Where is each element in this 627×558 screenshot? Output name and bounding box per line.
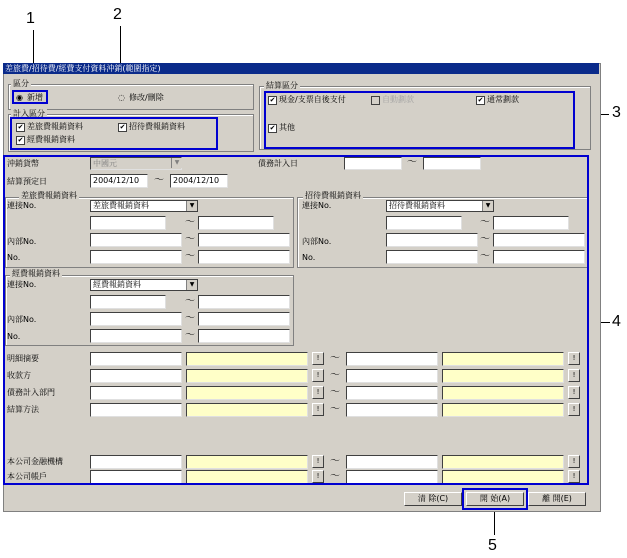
- settle-date-tilde: ～: [154, 175, 164, 186]
- other-checkbox[interactable]: ✔: [269, 124, 276, 132]
- radio-new-icon[interactable]: ◉: [16, 93, 23, 102]
- expense-link-select-value: 經費報銷資料: [93, 280, 141, 289]
- highlight-1: [12, 90, 48, 104]
- entertain-link-select-value: 招待費報銷資料: [389, 201, 445, 210]
- travel-no-label: No.: [7, 253, 21, 262]
- expense-checkbox[interactable]: ✔: [17, 136, 24, 144]
- expense-internal-tilde: ～: [185, 313, 195, 324]
- bottom-row-1-to-lookup-button[interactable]: !: [568, 470, 580, 483]
- range-row-3-from-lookup-button[interactable]: !: [312, 403, 324, 416]
- entertain-internal-tilde: ～: [480, 234, 490, 245]
- close-button[interactable]: [528, 492, 586, 506]
- expense-link-label: 連接No.: [7, 280, 37, 289]
- range-row-0-label: 明細摘要: [7, 354, 39, 363]
- expense-internal-label: 內部No.: [7, 315, 37, 324]
- travel-checkbox-label[interactable]: 差旅費報銷資料: [27, 122, 83, 131]
- entertain-checkbox[interactable]: ✔: [119, 123, 126, 131]
- travel-group-title: 差旅費報銷資料: [21, 191, 77, 200]
- currency-label: 沖銷貨幣: [7, 159, 39, 168]
- cash-checkbox-label[interactable]: 現金/支票自後支付: [279, 95, 346, 104]
- clear-button[interactable]: [404, 492, 462, 506]
- radio-edit-label[interactable]: 修改/刪除: [129, 93, 164, 102]
- bottom-row-0-tilde: ～: [330, 456, 340, 467]
- bottom-row-1-label: 本公司帳戶: [7, 472, 47, 481]
- range-row-1-label: 收款方: [7, 371, 31, 380]
- entertain-internal-label: 內部No.: [302, 237, 332, 246]
- settle-date-to-input[interactable]: 2004/12/10: [170, 174, 228, 188]
- highlight-2: [10, 117, 218, 150]
- range-row-2-to-lookup-button[interactable]: !: [568, 386, 580, 399]
- normal-checkbox[interactable]: ✔: [477, 96, 484, 104]
- settle-date-label: 結算預定日: [7, 177, 47, 186]
- close-button-label: 離 開(E): [542, 494, 572, 503]
- expense-group-title: 經費報銷資料: [12, 269, 60, 278]
- range-row-2-tilde: ～: [330, 387, 340, 398]
- expense-no-label: No.: [7, 332, 21, 341]
- bottom-row-0-to-lookup-button[interactable]: !: [568, 455, 580, 468]
- callout-2: 2: [113, 6, 122, 23]
- travel-internal-label: 內部No.: [7, 237, 37, 246]
- normal-checkbox-label[interactable]: 通常劃款: [487, 95, 519, 104]
- range-row-1-from-lookup-button[interactable]: !: [312, 369, 324, 382]
- start-button-label: 開 始(A): [479, 494, 511, 503]
- range-row-3-tilde: ～: [330, 404, 340, 415]
- range-row-1-to-lookup-button[interactable]: !: [568, 369, 580, 382]
- cash-checkbox[interactable]: ✔: [269, 96, 276, 104]
- callout-5-line: [494, 510, 495, 535]
- bottom-row-0-label: 本公司金融機構: [7, 457, 63, 466]
- travel-link-label: 連接No.: [7, 201, 37, 210]
- travel-link-select-value: 差旅費報銷資料: [93, 201, 149, 210]
- bottom-row-1-tilde: ～: [330, 471, 340, 482]
- range-row-1-tilde: ～: [330, 370, 340, 381]
- range-row-3-to-lookup-button[interactable]: !: [568, 403, 580, 416]
- travel-internal-tilde: ～: [185, 234, 195, 245]
- entertain-group-title: 招待費報銷資料: [305, 191, 361, 200]
- highlight-5: [462, 488, 528, 510]
- highlight-3: [264, 91, 575, 149]
- radio-new-label[interactable]: 新增: [27, 93, 43, 102]
- travel-link-tilde: ～: [185, 217, 195, 228]
- keijo-group-title: 計入區分: [13, 109, 45, 118]
- settle-date-from-input[interactable]: 2004/12/10: [90, 174, 148, 188]
- debt-date-tilde: ～: [407, 157, 417, 168]
- chevron-down-icon: ▼: [186, 201, 197, 211]
- highlight-4: [3, 155, 589, 485]
- radio-edit-icon[interactable]: ◌: [118, 93, 125, 102]
- entertain-checkbox-label[interactable]: 招待費報銷資料: [129, 122, 185, 131]
- travel-no-tilde: ～: [185, 251, 195, 262]
- clear-button-label: 清 除(C): [417, 494, 449, 503]
- currency-dropdown-icon: ▼: [171, 158, 182, 168]
- bottom-row-0-from-lookup-button[interactable]: !: [312, 455, 324, 468]
- callout-1: 1: [26, 10, 35, 27]
- range-row-2-from-lookup-button[interactable]: !: [312, 386, 324, 399]
- expense-link-tilde: ～: [185, 296, 195, 307]
- callout-4: 4: [612, 313, 621, 330]
- chevron-down-icon: ▼: [186, 280, 197, 290]
- entertain-no-tilde: ～: [480, 251, 490, 262]
- kessan-group-title: 結算區分: [266, 81, 298, 90]
- range-row-0-to-lookup-button[interactable]: !: [568, 352, 580, 365]
- currency-select: 中國元: [90, 157, 182, 170]
- window-title: 差旅費/招待費/經費支付資料沖銷(範圍指定): [3, 63, 599, 74]
- debt-date-label: 債務計入日: [258, 159, 298, 168]
- entertain-link-label: 連接No.: [302, 201, 332, 210]
- range-row-0-tilde: ～: [330, 353, 340, 364]
- callout-3: 3: [612, 104, 621, 121]
- auto-checkbox-label: 自動劃款: [382, 95, 414, 104]
- callout-5: 5: [488, 537, 497, 554]
- expense-no-tilde: ～: [185, 330, 195, 341]
- bottom-row-1-from-lookup-button[interactable]: !: [312, 470, 324, 483]
- kubun-group-title: 區分: [13, 79, 29, 88]
- chevron-down-icon: ▼: [482, 201, 493, 211]
- entertain-link-tilde: ～: [480, 217, 490, 228]
- range-row-2-label: 債務計入部門: [7, 388, 55, 397]
- travel-checkbox[interactable]: ✔: [17, 123, 24, 131]
- other-checkbox-label[interactable]: 其他: [279, 123, 295, 132]
- entertain-no-label: No.: [302, 253, 316, 262]
- range-row-3-label: 結算方法: [7, 405, 39, 414]
- expense-checkbox-label[interactable]: 經費報銷資料: [27, 135, 75, 144]
- range-row-0-from-lookup-button[interactable]: !: [312, 352, 324, 365]
